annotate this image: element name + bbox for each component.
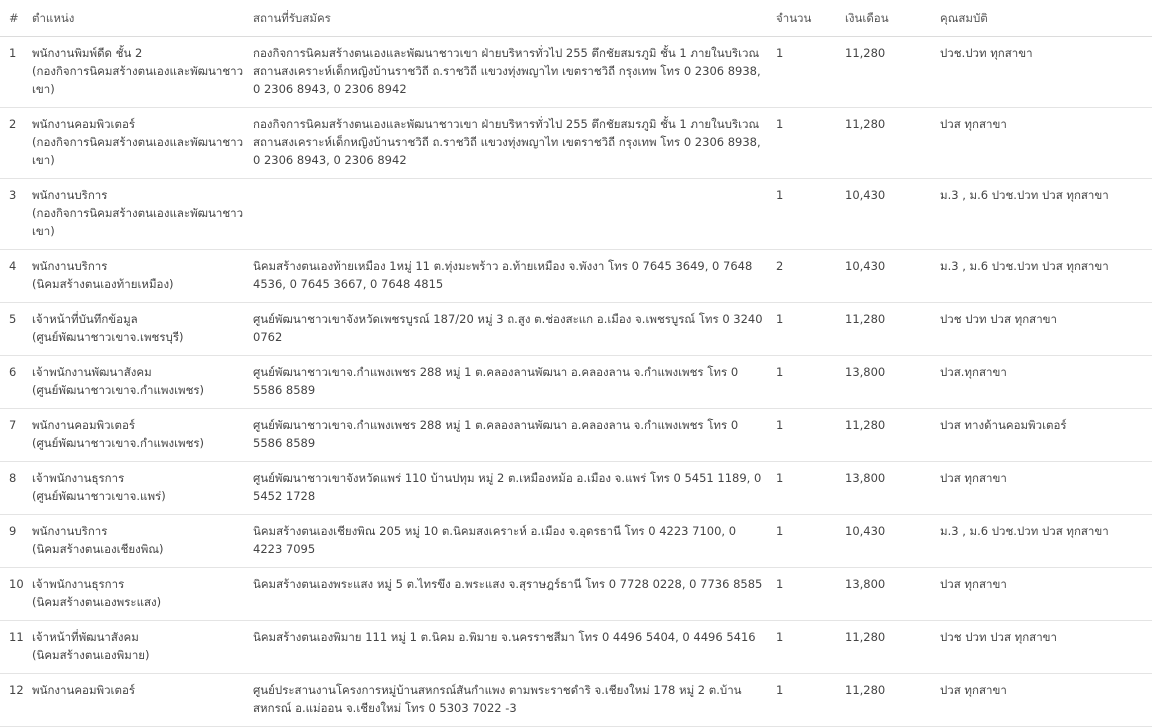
row-salary: 11,280 (843, 621, 938, 674)
header-location: สถานที่รับสมัคร (251, 0, 773, 37)
header-position: ตำแหน่ง (29, 0, 251, 37)
row-qualification: ปวส ทุกสาขา (938, 568, 1152, 621)
row-position (29, 409, 251, 462)
row-salary: 11,280 (843, 108, 938, 179)
row-salary: 13,800 (843, 356, 938, 409)
position-organization: (นิคมสร้างตนเองพระแสง) (32, 595, 162, 609)
table-row (0, 621, 1152, 674)
header-salary: เงินเดือน (843, 0, 938, 37)
row-number: 12 (0, 674, 29, 727)
row-count: 1 (773, 356, 843, 409)
position-title: พนักงานคอมพิวเตอร์ (32, 683, 136, 697)
row-location: นิคมสร้างตนเองเชียงพิณ 205 หมู่ 10 ต.นิคมสงเคราะห์ อ.เมือง จ.อุดรธานี โทร 0 4223 7100, 0 4223 7095 (251, 515, 773, 568)
row-number: 1 (0, 37, 29, 108)
row-qualification: ปวช ปวท ปวส ทุกสาขา (938, 303, 1152, 356)
row-location: ศูนย์ประสานงานโครงการหมู่บ้านสหกรณ์สันกำแพง ตามพระราชดำริ จ.เชียงใหม่ 178 หมู่ 2 ต.บ้านสหกรณ์ อ.แม่ออน จ.เชียงใหม่ โทร 0 5303 7022 -3 (251, 674, 773, 727)
table-row (0, 409, 1152, 462)
row-count: 1 (773, 303, 843, 356)
row-qualification: ม.3 , ม.6 ปวช.ปวท ปวส ทุกสาขา (938, 515, 1152, 568)
row-salary: 10,430 (843, 515, 938, 568)
row-location (251, 179, 773, 250)
table-row (0, 179, 1152, 250)
position-title: เจ้าพนักงานธุรการ (32, 471, 125, 485)
header-number: # (0, 0, 29, 37)
row-number: 5 (0, 303, 29, 356)
row-position (29, 356, 251, 409)
position-title: พนักงานพิมพ์ดีด ชั้น 2 (32, 46, 143, 60)
table-row (0, 303, 1152, 356)
row-salary: 11,280 (843, 409, 938, 462)
row-count: 1 (773, 515, 843, 568)
row-location: ศูนย์พัฒนาชาวเขาจังหวัดเพชรบูรณ์ 187/20 หมู่ 3 ถ.สูง ต.ช่องสะแก อ.เมือง จ.เพชรบูรณ์ โทร 0 3240 0762 (251, 303, 773, 356)
row-count: 1 (773, 462, 843, 515)
row-qualification: ปวช.ปวท ทุกสาขา (938, 37, 1152, 108)
row-number: 2 (0, 108, 29, 179)
row-location: นิคมสร้างตนเองพระแสง หมู่ 5 ต.ไทรขึง อ.พระแสง จ.สุราษฎร์ธานี โทร 0 7728 0228, 0 7736 8585 (251, 568, 773, 621)
row-qualification: ปวส ทุกสาขา (938, 462, 1152, 515)
position-title: พนักงานบริการ (32, 188, 108, 202)
row-position (29, 108, 251, 179)
table-row (0, 462, 1152, 515)
header-qualification: คุณสมบัติ (938, 0, 1152, 37)
table-row (0, 108, 1152, 179)
row-number: 8 (0, 462, 29, 515)
row-count: 2 (773, 250, 843, 303)
row-position (29, 250, 251, 303)
row-location: ศูนย์พัฒนาชาวเขาจังหวัดแพร่ 110 บ้านปทุม หมู่ 2 ต.เหมืองหม้อ อ.เมือง จ.แพร่ โทร 0 5451 1189, 0 5452 1728 (251, 462, 773, 515)
row-count: 1 (773, 108, 843, 179)
row-salary: 11,280 (843, 303, 938, 356)
row-count: 1 (773, 37, 843, 108)
position-title: พนักงานบริการ (32, 524, 108, 538)
row-salary: 11,280 (843, 674, 938, 727)
table-row (0, 568, 1152, 621)
row-number: 3 (0, 179, 29, 250)
position-organization: (ศูนย์พัฒนาชาวเขาจ.กำแพงเพชร) (32, 383, 205, 397)
row-number: 4 (0, 250, 29, 303)
row-count: 1 (773, 674, 843, 727)
row-qualification: ม.3 , ม.6 ปวช.ปวท ปวส ทุกสาขา (938, 179, 1152, 250)
position-title: เจ้าพนักงานพัฒนาสังคม (32, 365, 152, 379)
row-location: กองกิจการนิคมสร้างตนเองและพัฒนาชาวเขา ฝ่ายบริหารทั่วไป 255 ตึกชัยสมรภูมิ ชั้น 1 ภายในบริเวณสถานสงเคราะห์เด็กหญิงบ้านราชวิถี ถ.ราชวิถี แขวงทุ่งพญาไท เขตราชวิถี กรุงเทพ โทร 0 2306 8938, 0 2306 8943, 0 2306 8942 (251, 37, 773, 108)
row-number: 6 (0, 356, 29, 409)
position-organization: (กองกิจการนิคมสร้างตนเองและพัฒนาชาวเขา) (32, 206, 244, 238)
row-number: 7 (0, 409, 29, 462)
row-qualification: ปวส.ทุกสาขา (938, 356, 1152, 409)
position-organization: (กองกิจการนิคมสร้างตนเองและพัฒนาชาวเขา) (32, 135, 244, 167)
row-position (29, 179, 251, 250)
header-count: จำนวน (773, 0, 843, 37)
table-row (0, 674, 1152, 727)
row-location: นิคมสร้างตนเองพิมาย 111 หมู่ 1 ต.นิคม อ.พิมาย จ.นครราชสีมา โทร 0 4496 5404, 0 4496 5416 (251, 621, 773, 674)
position-title: เจ้าพนักงานธุรการ (32, 577, 125, 591)
position-organization: (นิคมสร้างตนเองพิมาย) (32, 648, 150, 662)
row-position (29, 621, 251, 674)
row-salary: 13,800 (843, 568, 938, 621)
position-organization: (นิคมสร้างตนเองเชียงพิณ) (32, 542, 164, 556)
row-position (29, 674, 251, 727)
position-title: พนักงานคอมพิวเตอร์ (32, 117, 136, 131)
row-salary: 13,800 (843, 462, 938, 515)
row-number: 11 (0, 621, 29, 674)
row-qualification: ปวส ทางด้านคอมพิวเตอร์ (938, 409, 1152, 462)
position-organization: (ศูนย์พัฒนาชาวเขาจ.กำแพงเพชร) (32, 436, 205, 450)
row-location: ศูนย์พัฒนาชาวเขาจ.กำแพงเพชร 288 หมู่ 1 ต.คลองลานพัฒนา อ.คลองลาน จ.กำแพงเพชร โทร 0 5586 8589 (251, 356, 773, 409)
position-organization: (กองกิจการนิคมสร้างตนเองและพัฒนาชาวเขา) (32, 64, 244, 96)
row-count: 1 (773, 409, 843, 462)
row-position (29, 462, 251, 515)
table-row (0, 356, 1152, 409)
row-position (29, 37, 251, 108)
row-number: 10 (0, 568, 29, 621)
row-salary: 11,280 (843, 37, 938, 108)
row-position (29, 515, 251, 568)
position-title: เจ้าหน้าที่บันทึกข้อมูล (32, 312, 138, 326)
row-salary: 10,430 (843, 179, 938, 250)
row-count: 1 (773, 179, 843, 250)
table-row (0, 250, 1152, 303)
row-qualification: ปวส ทุกสาขา (938, 674, 1152, 727)
row-position (29, 568, 251, 621)
position-organization: (ศูนย์พัฒนาชาวเขาจ.เพชรบุรี) (32, 330, 184, 344)
position-title: เจ้าหน้าที่พัฒนาสังคม (32, 630, 139, 644)
row-location: กองกิจการนิคมสร้างตนเองและพัฒนาชาวเขา ฝ่ายบริหารทั่วไป 255 ตึกชัยสมรภูมิ ชั้น 1 ภายในบริเวณสถานสงเคราะห์เด็กหญิงบ้านราชวิถี ถ.ราชวิถี แขวงทุ่งพญาไท เขตราชวิถี กรุงเทพ โทร 0 2306 8938, 0 2306 8943, 0 2306 8942 (251, 108, 773, 179)
row-position (29, 303, 251, 356)
table-row (0, 37, 1152, 108)
row-location: ศูนย์พัฒนาชาวเขาจ.กำแพงเพชร 288 หมู่ 1 ต.คลองลานพัฒนา อ.คลองลาน จ.กำแพงเพชร โทร 0 5586 8589 (251, 409, 773, 462)
table-header-row (0, 0, 1152, 37)
row-qualification: ปวช ปวท ปวส ทุกสาขา (938, 621, 1152, 674)
row-count: 1 (773, 568, 843, 621)
row-location: นิคมสร้างตนเองท้ายเหมือง 1หมู่ 11 ต.ทุ่งมะพร้าว อ.ท้ายเหมือง จ.พังงา โทร 0 7645 3649, 0 7648 4536, 0 7645 3667, 0 7648 4815 (251, 250, 773, 303)
row-count: 1 (773, 621, 843, 674)
row-salary: 10,430 (843, 250, 938, 303)
row-qualification: ปวส ทุกสาขา (938, 108, 1152, 179)
row-qualification: ม.3 , ม.6 ปวช.ปวท ปวส ทุกสาขา (938, 250, 1152, 303)
table-row (0, 515, 1152, 568)
position-title: พนักงานคอมพิวเตอร์ (32, 418, 136, 432)
position-organization: (นิคมสร้างตนเองท้ายเหมือง) (32, 277, 174, 291)
position-organization: (ศูนย์พัฒนาชาวเขาจ.แพร่) (32, 489, 166, 503)
row-number: 9 (0, 515, 29, 568)
position-title: พนักงานบริการ (32, 259, 108, 273)
